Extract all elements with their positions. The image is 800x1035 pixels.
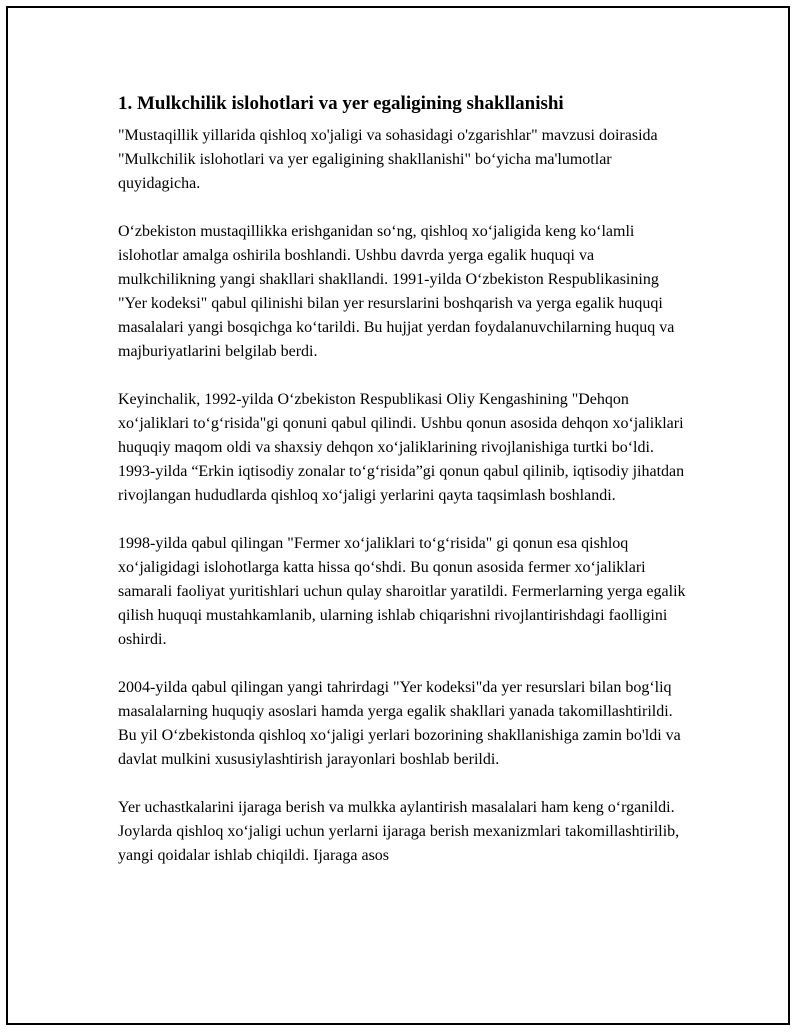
document-body [118, 92, 688, 892]
paragraph-land-lease: Yer uchastkalarini ijaraga berish va mulkka aylantirish masalalari ham keng o‘rganildi. Joylarda qishloq xo‘jaligi uchun yerlarni ijaraga berish mexanizmlari takomillashtirilib, yangi qoidalar ishlab chiqildi. Ijaraga asos [118, 799, 680, 864]
paragraph-fermer-law: 1998-yilda qabul qilingan "Fermer xo‘jaliklari to‘g‘risida" gi qonun esa qishloq xo‘jaligidagi islohotlarga katta hissa qo‘shdi. Bu qonun asosida fermer xo‘jaliklari samarali faoliyat yuritishlari uchun qulay sharoitlar yaratildi. Fermerlarning yerga egalik qilish huquqi mustahkamlanib, ularning ishlab chiqarishni rivojlantirishdagi faolligini oshirdi. [118, 535, 686, 648]
paragraph-independence-reforms: O‘zbekiston mustaqillikka erishganidan so‘ng, qishloq xo‘jaligida keng ko‘lamli islohotlar amalga oshirila boshlandi. Ushbu davrda yerga egalik huquqi va mulkchilikning yangi shakllari shakllandi. 1991-yilda O‘zbekiston Respublikasining "Yer kodeksi" qabul qilinishi bilan yer resurslarini boshqarish va yerga egalik huquqi masalalari yangi bosqichga ko‘tarildi. Bu hujjat yerdan foydalanuvchilarning huquq va majburiyatlarini belgilab berdi. [118, 223, 675, 360]
paragraph-intro: "Mustaqillik yillarida qishloq xo'jaligi va sohasidagi o'zgarishlar" mavzusi doirasida "Mulkchilik islohotlari va yer egaligining shakllanishi" bo‘yicha ma'lumotlar quyidagicha. [118, 127, 658, 192]
paragraph-land-code-2004: 2004-yilda qabul qilingan yangi tahrirdagi "Yer kodeksi"da yer resurslari bilan bog‘liq masalalarning huquqiy asoslari hamda yerga egalik shakllari yanada takomillashtirildi. Bu yil O‘zbekistonda qishloq xo‘jaligi yerlari bozorining shakllanishiga zamin bo'ldi va davlat mulkini xususiylashtirish jarayonlari boshlab berildi. [118, 679, 681, 768]
section-heading: 1. Mulkchilik islohotlari va yer egaligining shakllanishi [118, 93, 564, 114]
paragraph-dehqon-law: Keyinchalik, 1992-yilda O‘zbekiston Respublikasi Oliy Kengashining "Dehqon xo‘jaliklari to‘g‘risida"gi qonuni qabul qilindi. Ushbu qonun asosida dehqon xo‘jaliklari huquqiy maqom oldi va shaxsiy dehqon xo‘jaliklarining rivojlanishiga turtki bo‘ldi. 1993-yilda “Erkin iqtisodiy zonalar to‘g‘risida”gi qonun qabul qilinib, iqtisodiy jihatdan rivojlangan hududlarda qishloq xo‘jaligi yerlarini qayta taqsimlash boshlandi. [118, 391, 685, 504]
